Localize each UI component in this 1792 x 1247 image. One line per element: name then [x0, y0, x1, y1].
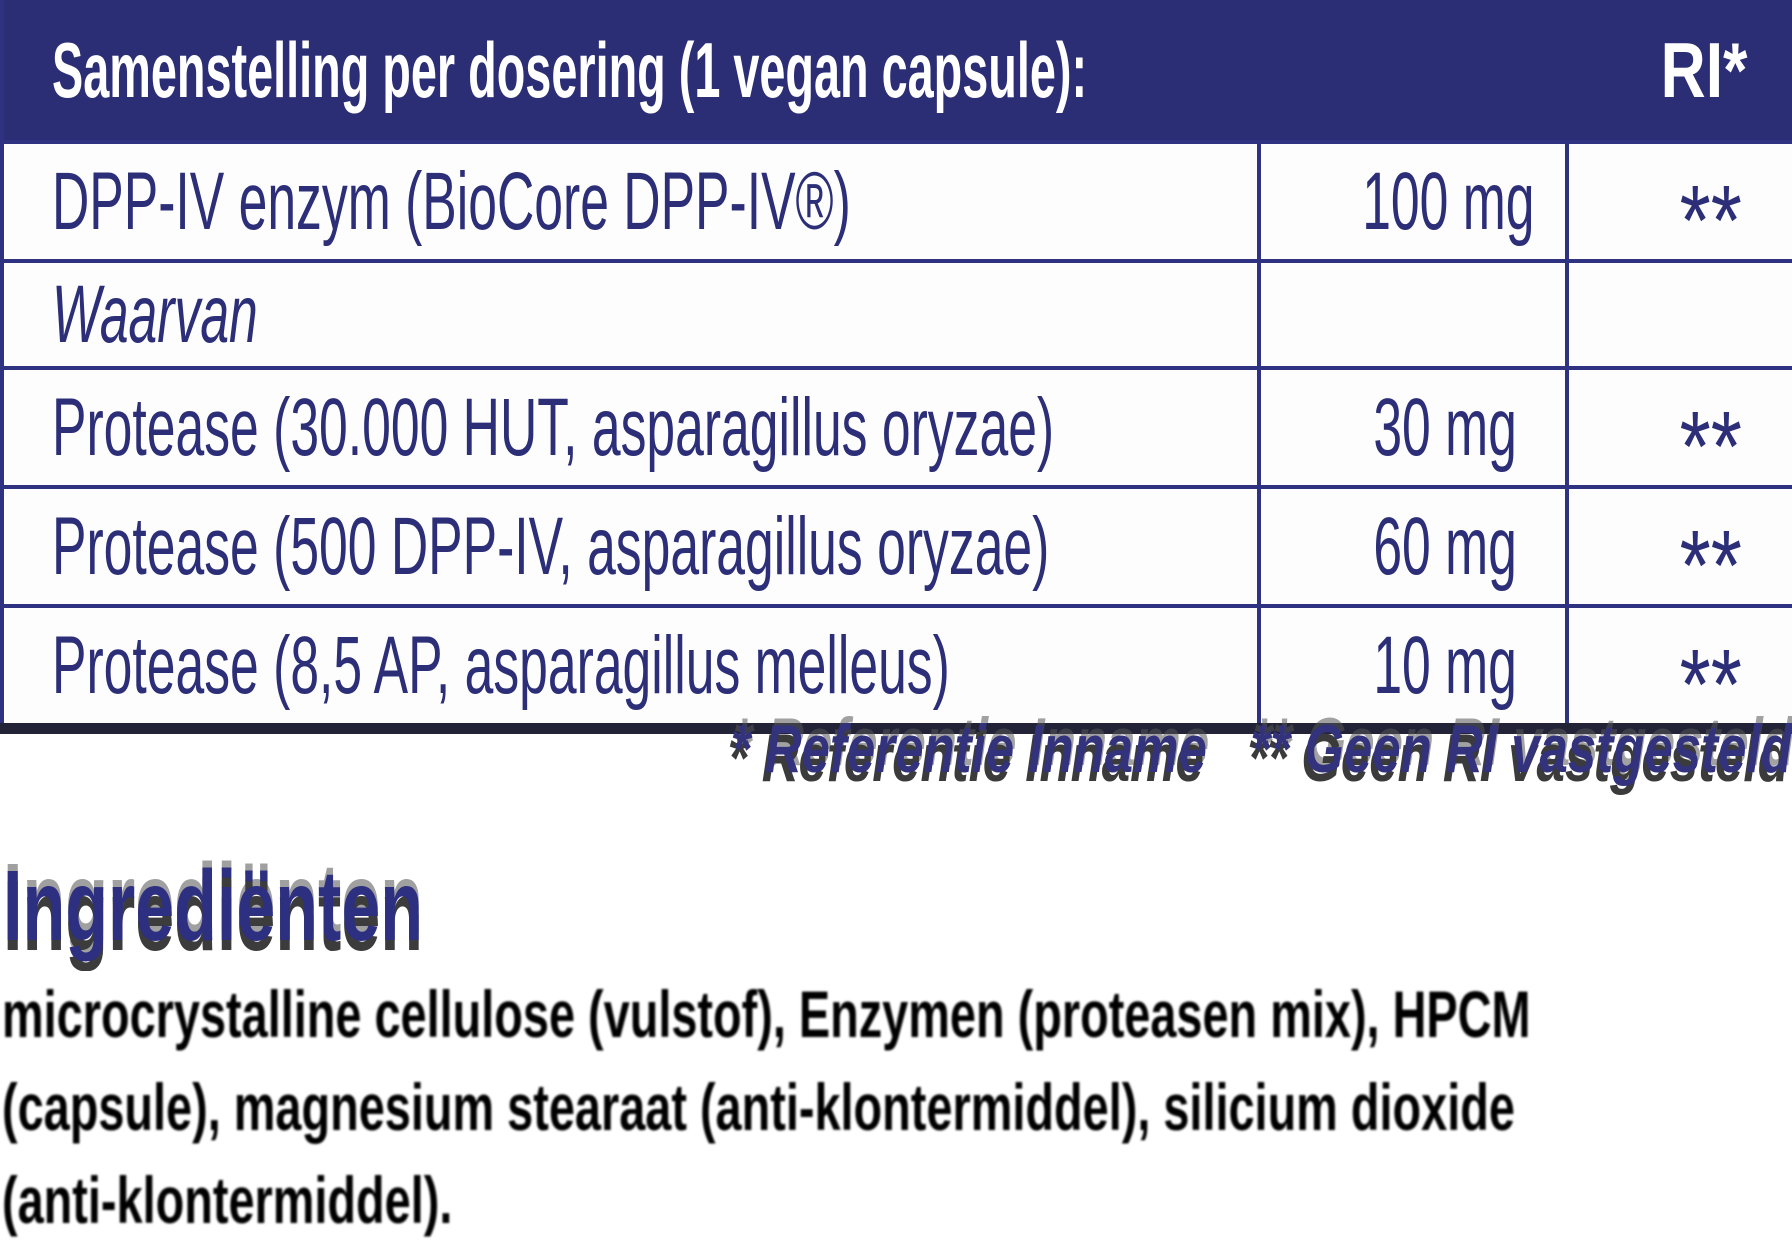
amount-cell [1259, 368, 1567, 487]
amount-cell [1259, 261, 1567, 368]
footnote-no-ri: ** Geen RI vastgesteld [1250, 711, 1792, 787]
ri-cell [1567, 487, 1792, 606]
table-row [2, 142, 1792, 261]
amount-cell [1259, 142, 1567, 261]
footnote-reference-intake: * Referentie Inname [730, 711, 1208, 787]
ri-cell [1567, 142, 1792, 261]
ingredients-heading [3, 846, 603, 966]
ingredient-name: Protease (8,5 AP, asparagillus melleus) [52, 619, 950, 711]
ri-cell [1567, 368, 1792, 487]
ri-header-label: RI* [1660, 25, 1748, 114]
amount-value: 60 mg [1373, 500, 1518, 592]
table-row [2, 368, 1792, 487]
footnote-line [0, 704, 1792, 794]
ingredient-name-cell [2, 261, 1259, 368]
amount-value: 10 mg [1373, 619, 1518, 711]
amount-value: 30 mg [1373, 381, 1518, 473]
ingredient-name-cell [2, 142, 1259, 261]
ingredient-name: Protease (30.000 HUT, asparagillus oryzae) [52, 381, 1055, 473]
amount-cell [1259, 487, 1567, 606]
ingredients-paragraph [2, 968, 1792, 1247]
table-header-row [2, 0, 1792, 142]
ri-value: ** [1679, 165, 1743, 261]
ingredient-name: Waarvan [52, 268, 258, 360]
ingredients-line-2: (capsule), magnesium stearaat (anti-klontermiddel), silicium dioxide [2, 1070, 1515, 1144]
table-row [2, 487, 1792, 606]
ingredients-line-3: (anti-klontermiddel). [2, 1163, 453, 1237]
ri-value: ** [1679, 510, 1743, 606]
table-title: Samenstelling per dosering (1 vegan capsule): [52, 25, 1088, 114]
ri-value: ** [1679, 629, 1743, 729]
ingredients-line-1: microcrystalline cellulose (vulstof), Enzymen (proteasen mix), HPCM [2, 977, 1531, 1051]
ingredient-name-cell [2, 487, 1259, 606]
ri-value: ** [1679, 391, 1743, 487]
table-row [2, 261, 1792, 368]
ingredients-heading-text: Ingrediënten [3, 850, 424, 962]
ingredient-name: Protease (500 DPP-IV, asparagillus oryzae) [52, 500, 1050, 592]
table-title-cell [2, 0, 1567, 142]
ingredient-name-cell [2, 368, 1259, 487]
ri-cell [1567, 261, 1792, 368]
amount-value: 100 mg [1362, 155, 1535, 247]
ingredient-name: DPP-IV enzym (BioCore DPP-IV®) [52, 155, 851, 247]
